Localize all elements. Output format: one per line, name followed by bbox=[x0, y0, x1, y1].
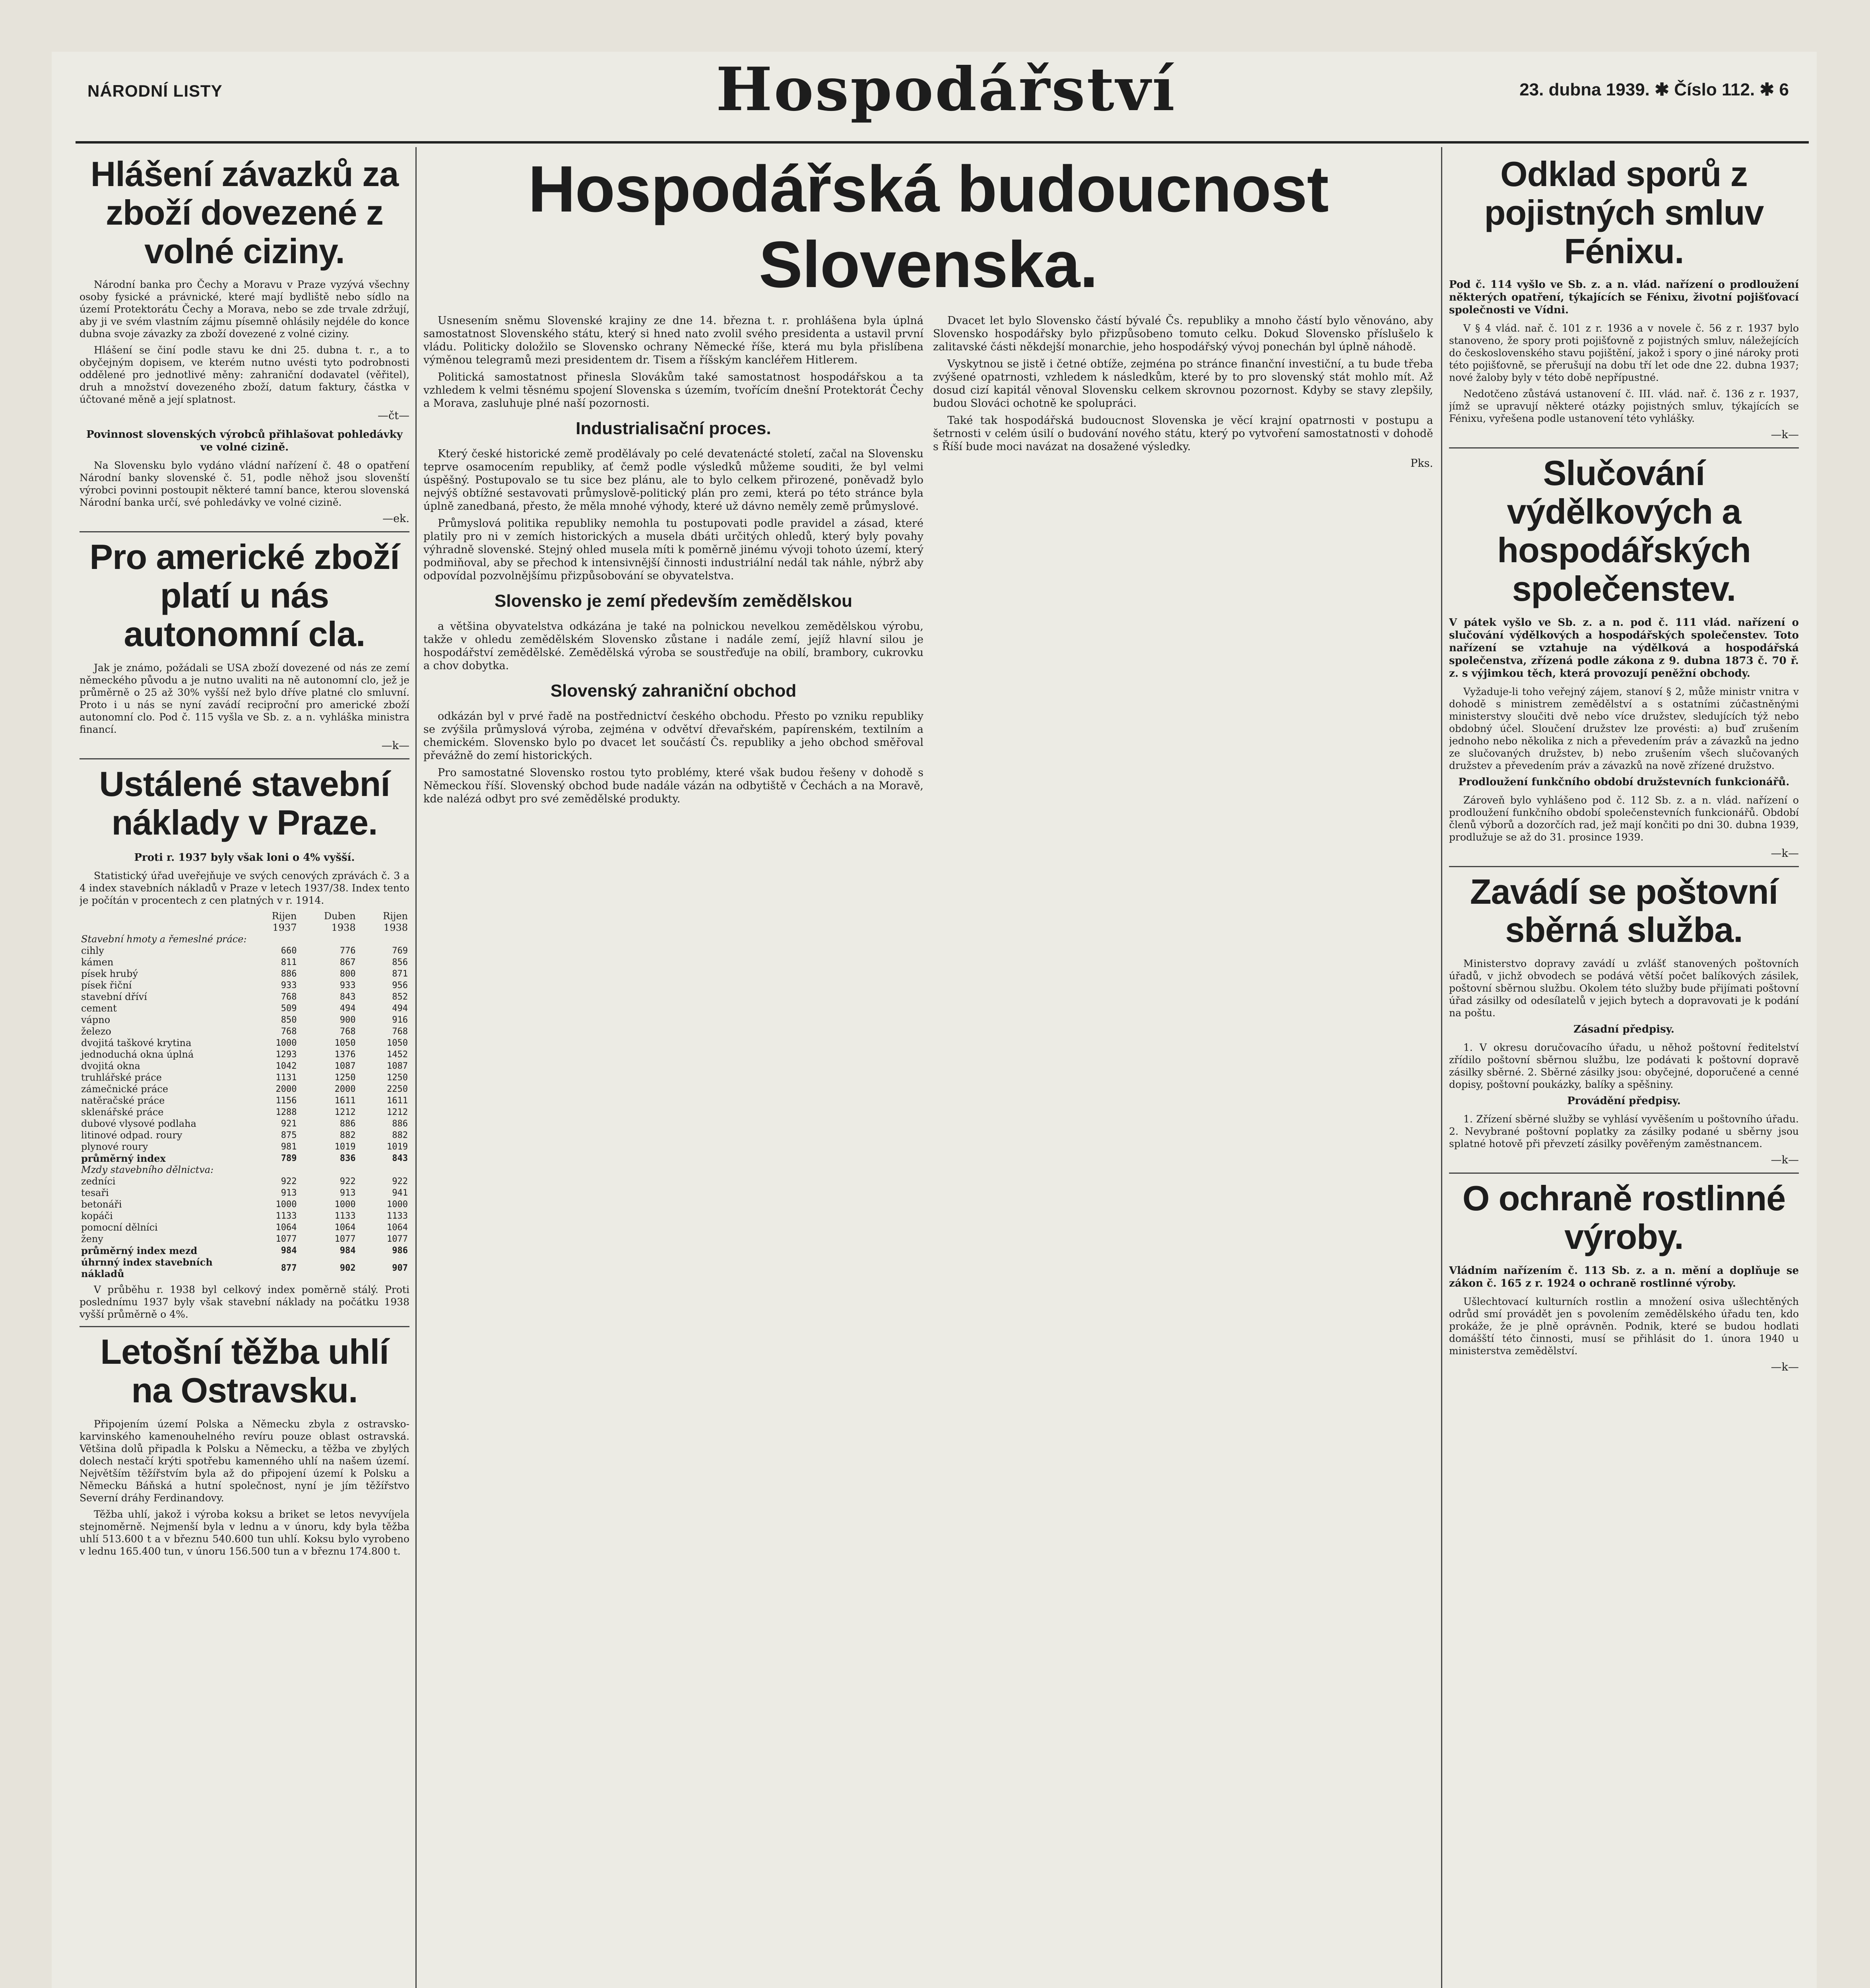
table-cell: betonáři bbox=[81, 1199, 122, 1210]
table-cell: 852 bbox=[392, 992, 408, 1002]
table-cell: vápno bbox=[81, 1014, 111, 1026]
table-cell: 1077 bbox=[334, 1234, 356, 1244]
table-cell: 900 bbox=[339, 1015, 356, 1025]
table-header-cell bbox=[80, 911, 246, 934]
table-cell: 941 bbox=[392, 1188, 408, 1198]
table-row bbox=[80, 1083, 409, 1095]
table-cell: 768 bbox=[281, 1027, 297, 1037]
table-cell: písek hrubý bbox=[81, 968, 138, 980]
paper-name: NÁRODNÍ LISTY bbox=[87, 82, 223, 100]
table-cell: pomocní dělníci bbox=[81, 1222, 158, 1233]
article-paragraph: Zároveň bylo vyhlášeno pod č. 112 Sb. z. a n. vlád. nařízení o prodloužení funkčního období společenstevních funkcionářů. Období členů výborů a dozorčích rad, jež mají končiti po dni 30. dubna 1939, prodlužuje se až do 31. prosince 1939. bbox=[1449, 794, 1799, 843]
article-subheading: Slovenský zahraniční obchod bbox=[550, 681, 797, 701]
table-cell: 921 bbox=[281, 1119, 297, 1129]
table-header-cell: Rijen 1938 bbox=[383, 911, 408, 934]
table-row bbox=[80, 1233, 409, 1245]
main-article-title: Hospodářská budoucnost Slovenska. bbox=[528, 152, 1329, 301]
article-paragraph: Nedotčeno zůstává ustanovení č. III. vlád. nař. č. 136 z r. 1937, jímž se upravují některé otázky pojistných smluv, týkajících se Fénixu, vyřešena podle ustanovení této vyhlášky. bbox=[1449, 388, 1799, 425]
table-cell: 907 bbox=[392, 1263, 408, 1273]
table-cell: dubové vlysové podlaha bbox=[81, 1118, 196, 1130]
article-title-americke-zbozi: Pro americké zboží platí u nás autonomní cla. bbox=[89, 537, 400, 654]
table-cell: 956 bbox=[392, 980, 408, 991]
table-row bbox=[80, 1003, 409, 1014]
table-cell: natěračské práce bbox=[81, 1095, 165, 1107]
article-title-stavebni-naklady: Ustálené stavební náklady v Praze. bbox=[99, 764, 390, 842]
table-cell: 1050 bbox=[387, 1038, 408, 1048]
table-cell: 1212 bbox=[387, 1107, 408, 1118]
table-cell: 882 bbox=[339, 1130, 356, 1141]
article-paragraph: Statistický úřad uveřejňuje ve svých cenových zprávách č. 3 a 4 index stavebních nákladů v Praze v letech 1937/38. Index tento je počítán v procentech z cen platných v r. 1914. bbox=[80, 870, 409, 907]
article-paragraph: Jak je známo, požádali se USA zboží dovezené od nás ze zemí německého původu a je nutno uvaliti na ně autonomní clo, jež je průměrně o 25 až 30% vyšší než bylo dříve platné clo smluvní. Proto i u nás se nyní zavádí reciproční pro americké zboží autonomní clo. Pod č. 115 vyšla ve Sb. z. a n. vyhláška ministra financí. bbox=[80, 662, 409, 735]
article-paragraph: Pro samostatné Slovensko rostou tyto problémy, které však budou řešeny v dohodě s Německou říší. Slovenský obchod bude nadále vázán na odbytiště v Čechách a na Moravě, kde nalézá odbyt pro své zemědělské produkty. bbox=[423, 767, 923, 805]
table-cell: zedníci bbox=[81, 1176, 116, 1187]
table-cell: cement bbox=[81, 1003, 117, 1014]
table-row bbox=[80, 1210, 409, 1222]
table-cell: 933 bbox=[281, 980, 297, 991]
table-cell: 1133 bbox=[334, 1211, 356, 1221]
table-row bbox=[80, 1049, 409, 1060]
article-paragraph: Na Slovensku bylo vydáno vládní nařízení č. 48 o opatření Národní banky slovenské č. 51, podle něhož jsou slovenští výrobci povinni postoupit některé tamní bance, kterou slovenská Národní banka určí, své pohledávky ve volné cizině. bbox=[80, 460, 409, 509]
table-cell: 494 bbox=[392, 1004, 408, 1014]
table-cell: 1064 bbox=[334, 1223, 356, 1233]
table-row bbox=[80, 980, 409, 991]
table-cell: 1611 bbox=[334, 1096, 356, 1106]
cost-index-table bbox=[80, 911, 409, 1279]
table-cell: 768 bbox=[392, 1027, 408, 1037]
table-cell: 1019 bbox=[334, 1142, 356, 1152]
table-cell: kámen bbox=[81, 957, 114, 968]
table-cell: 1064 bbox=[387, 1223, 408, 1233]
table-cell: 850 bbox=[281, 1015, 297, 1025]
table-cell: sklenářské práce bbox=[81, 1107, 164, 1118]
article-signature: —k— bbox=[381, 739, 409, 752]
article-paragraph: Který české historické země prodělávaly po celé devatenácté století, začal na Slovensku teprve osamocením republiky, ať čemž podle výsledků můžeme souditi, že byl velmi úspěšný. Postupovalo se tu sice bez plánu, ale to bylo celkem přirozené, poněvadž bylo nejvýš obtížné sestavovati průmyslově-politický plán pro zemi, která po této stránce byla úplně zanedbaná, přesto, že měla mnohé výhody, které už dávno neměly země průmyslové. bbox=[423, 448, 923, 513]
table-cell: 1019 bbox=[387, 1142, 408, 1152]
table-cell: 1050 bbox=[334, 1038, 356, 1048]
table-cell: 886 bbox=[281, 969, 297, 979]
article-paragraph: Průmyslová politika republiky nemohla tu postupovati podle pravidel a zásad, které platily pro ni v zemích historických a musela dbáti určitých ohledů, který byly povahy výhradně slovenské. Stejný ohled musela míti k poměrně jinému vývoji tohoto území, který podmiňoval, aby se přechod k intensivnější činnosti industriální nedál tak náhle, nýbrž aby odpovídal pozvolnějšímu přizpůsobování se obyvatelstva. bbox=[423, 517, 923, 582]
article-paragraph: V § 4 vlád. nař. č. 101 z r. 1936 a v novele č. 56 z r. 1937 bylo stanoveno, že spory proti pojišťovně z pojistných smluv, náležejících do československého stavu pojištění, jakož i spory o jiné nároky proti této pojišťovně, se přerušují na dobu tří let ode dne 22. dubna 1937; nové žaloby byly v této době nepřípustné. bbox=[1449, 322, 1799, 384]
table-cell: 1000 bbox=[275, 1200, 297, 1210]
table-cell: 836 bbox=[339, 1153, 356, 1164]
table-cell: 1077 bbox=[387, 1234, 408, 1244]
article-title-zavazky: Hlášení závazků za zboží dovezené z volné ciziny. bbox=[90, 155, 399, 271]
section-rule bbox=[1449, 1173, 1799, 1174]
table-cell: 913 bbox=[281, 1188, 297, 1198]
article-lead: Pod č. 114 vyšlo ve Sb. z. a n. vlád. nařízení o prodloužení některých opatření, týkajících se Fénixu, životní pojišťovací společnosti ve Vídni. bbox=[1449, 279, 1799, 316]
article-paragraph: Dvacet let bylo Slovensko částí bývalé Čs. republiky a mnoho částí bylo věnováno, aby Slovensko hospodářsky bylo přizpůsobeno tomuto celku. Dokud Slovensko příslušelo k zalitavské části někdejší monarchie, jeho hospodářský vývoj ponechán byl úplně náhodě. bbox=[933, 315, 1433, 353]
table-cell: 789 bbox=[281, 1153, 297, 1164]
table-cell: 1452 bbox=[387, 1050, 408, 1060]
left-column bbox=[80, 155, 409, 1988]
article-title-spolecenstva: Slučování výdělkových a hospodářských společenstev. bbox=[1497, 453, 1751, 608]
table-header-cell: Rijen 1937 bbox=[272, 911, 297, 934]
table-row bbox=[80, 945, 409, 957]
article-subheading: Provádění předpisy. bbox=[1567, 1095, 1681, 1107]
column-divider bbox=[1441, 147, 1442, 1988]
table-cell: 811 bbox=[281, 957, 297, 968]
article-paragraph: Usnesením sněmu Slovenské krajiny ze dne 14. března t. r. prohlášena byla úplná samostatnost Slovenského státu, který si hned nato zvolil svého presidenta a ustavil první vládu. Politicky doložilo se Slovensko ochrany Německé říše, která mu byla přislíbena výměnou telegramů mezi presidentem dr. Tisem a říšským kancléřem Hitlerem. bbox=[423, 315, 923, 366]
top-rule bbox=[76, 141, 1809, 144]
article-paragraph: Připojením území Polska a Německu zbyla z ostravsko-karvinského kamenouhelného revíru pouze oblast ostravská. Většina dolů připadla k Polsku a Německu, a těžba ve zbylých dolech nestačí krýti spotřebu kamenného uhlí na našem území. Největším těžířstvím byla až do připojení území k Polsku a Německu Báňská a hutní společnost, nyní je jím těžířstvo Severní dráhy Ferdinandovy. bbox=[80, 1418, 409, 1504]
article-subheading: Prodloužení funkčního období družstevních funkcionářů. bbox=[1458, 776, 1790, 788]
article-title-fenix: Odklad sporů z pojistných smluv Fénixu. bbox=[1484, 155, 1764, 271]
table-cell: 1000 bbox=[334, 1200, 356, 1210]
table-cell: 1087 bbox=[387, 1061, 408, 1072]
table-cell: 768 bbox=[339, 1027, 356, 1037]
article-paragraph: V průběhu r. 1938 byl celkový index poměrně stálý. Proti poslednímu 1937 byly však stavební náklady na počátku 1938 vyšší průměrně o 4%. bbox=[80, 1284, 409, 1320]
table-row bbox=[80, 968, 409, 980]
table-cell: 922 bbox=[392, 1176, 408, 1187]
table-cell: průměrný index bbox=[81, 1153, 166, 1165]
article-paragraph: Ministerstvo dopravy zavádí u zvlášť stanovených poštovních úřadů, v jichž obvodech se podává větší počet balíkových zásilek, poštovní sběrnou službu. Okolem této služby bude přijímati poštovní úřad zásilky od odesílatelů v jejich bytech a dopravovati je k podání na poštu. bbox=[1449, 958, 1799, 1019]
table-cell: 984 bbox=[281, 1246, 297, 1256]
table-row bbox=[80, 1118, 409, 1130]
table-cell: 843 bbox=[392, 1153, 408, 1164]
table-cell: dvojitá taškové krytina bbox=[81, 1037, 192, 1049]
table-cell: 776 bbox=[339, 946, 356, 956]
section-rule bbox=[80, 531, 409, 532]
table-cell: 2000 bbox=[275, 1084, 297, 1095]
article-paragraph: 1. Zřízení sběrné služby se vyhlásí vyvěšením u poštovního úřadu. 2. Nevybrané poštovní poplatky za zásilky podané u sběrny jsou splatné hotově při převzetí zásilky pověřeným zaměstnancem. bbox=[1449, 1113, 1799, 1150]
table-cell: 1131 bbox=[275, 1073, 297, 1083]
table-cell: 1133 bbox=[387, 1211, 408, 1221]
table-cell: plynové roury bbox=[81, 1141, 148, 1153]
article-title-tezba-uhli: Letošní těžba uhlí na Ostravsku. bbox=[100, 1332, 389, 1410]
table-cell: 1293 bbox=[275, 1050, 297, 1060]
table-cell: kopáči bbox=[81, 1210, 113, 1222]
main-article bbox=[423, 151, 1433, 1988]
table-cell: průměrný index mezd bbox=[81, 1245, 198, 1257]
table-cell: 856 bbox=[392, 957, 408, 968]
article-paragraph: Vyžaduje-li toho veřejný zájem, stanoví § 2, může ministr vnitra v dohodě s ministrem zemědělství a s ostatními zúčastněnými ministerstvy sloučiti dvě nebo více družstev, sledujících týž nebo obdobný účel. Sloučení družstev lze provésti: a) buď zrušením jednoho nebo několika z nich a převedením práv a závazků na jedno ze slučovaných družstev, b) nebo zrušením všech slučovaných družstev a převedením práv a závazků na nově zřízené družstvo. bbox=[1449, 685, 1799, 771]
table-cell: ženy bbox=[81, 1233, 103, 1245]
table-cell: písek řiční bbox=[81, 980, 132, 991]
table-cell: železo bbox=[81, 1026, 111, 1037]
section-rule bbox=[80, 758, 409, 759]
article-title-postovni-sluzba: Zavádí se poštovní sběrná služba. bbox=[1470, 872, 1778, 950]
article-signature: —k— bbox=[1771, 847, 1799, 860]
table-cell: 902 bbox=[339, 1263, 356, 1273]
article-signature: —čt— bbox=[378, 410, 409, 422]
article-paragraph: odkázán byl v prvé řadě na postřednictví českého obchodu. Přesto po vzniku republiky se zvýšila průmyslová výroba, zejména v odvětví dřevařském, papírenském, textilním a chemickém. Slovensko bylo po dvacet let součástí Čs. republiky a jeho obchod směřoval převážně do zemí historických. bbox=[423, 710, 923, 762]
table-cell: stavební dříví bbox=[81, 991, 147, 1003]
table-cell: 1042 bbox=[275, 1061, 297, 1072]
column-divider bbox=[415, 147, 417, 1988]
table-cell: 871 bbox=[392, 969, 408, 979]
table-cell: truhlářské práce bbox=[81, 1072, 162, 1083]
table-row bbox=[80, 1060, 409, 1072]
table-group-heading: Mzdy stavebního dělnictva: bbox=[81, 1164, 214, 1176]
table-cell: 922 bbox=[339, 1176, 356, 1187]
article-signature: —k— bbox=[1771, 429, 1799, 441]
article-subheading: Industrialisační proces. bbox=[576, 419, 771, 438]
table-cell: 1212 bbox=[334, 1107, 356, 1118]
article-subheading: Zásadní předpisy. bbox=[1573, 1023, 1674, 1036]
table-cell: 984 bbox=[339, 1246, 356, 1256]
table-cell: 1000 bbox=[275, 1038, 297, 1048]
table-row bbox=[80, 1072, 409, 1083]
table-header-cell: Duben 1938 bbox=[324, 911, 356, 934]
article-paragraph: Hlášení se činí podle stavu ke dni 25. dubna t. r., a to obyčejným dopisem, ve kterém nutno uvésti tyto podrobnosti oddělené pro jednotlivé měny: zahraniční dodavatel (věřitel), druh a množství dovezeného zboží, datum faktury, částka v účtované měně a její splatnost. bbox=[80, 344, 409, 406]
table-cell: 768 bbox=[281, 992, 297, 1002]
article-signature: —k— bbox=[1771, 1361, 1799, 1373]
table-cell: 877 bbox=[281, 1263, 297, 1273]
table-cell: 916 bbox=[392, 1015, 408, 1025]
article-lead: Proti r. 1937 byly však loni o 4% vyšší. bbox=[134, 852, 355, 864]
table-cell: 1611 bbox=[387, 1096, 408, 1106]
article-paragraph: Národní banka pro Čechy a Moravu v Praze vyzývá všechny osoby fysické a právnické, které mají bydliště nebo sídlo na území Protektorátu Čechy a Morava, nebo se zde trvale zdržují, aby ji ve svém vlastním zájmu písemně ohlásily nejdéle do konce dubna svoje závazky za zboží dovezené z volné ciziny. bbox=[80, 279, 409, 340]
article-title-ochrana-vyroby: O ochraně rostlinné výroby. bbox=[1462, 1178, 1786, 1256]
table-cell: 1000 bbox=[387, 1200, 408, 1210]
table-cell: 1156 bbox=[275, 1096, 297, 1106]
table-cell: 1064 bbox=[275, 1223, 297, 1233]
article-signature: Pks. bbox=[1410, 457, 1433, 470]
article-paragraph: Také tak hospodářská budoucnost Slovenska je věcí krajní opatrnosti v postupu a šetrnosti v celém úsilí o budování nového státu, který po vytvoření samostatnosti v dohodě s Říší bude moci navázat na dosažené výsledky. bbox=[933, 414, 1433, 453]
table-row bbox=[80, 1199, 409, 1210]
table-row bbox=[80, 991, 409, 1003]
table-cell: 1250 bbox=[334, 1073, 356, 1083]
table-cell: 1133 bbox=[275, 1211, 297, 1221]
table-cell: 2250 bbox=[387, 1084, 408, 1095]
newspaper-page bbox=[52, 52, 1817, 1988]
table-cell: 886 bbox=[392, 1119, 408, 1129]
article-lead: Vládním nařízením č. 113 Sb. z. a n. mění a doplňuje se zákon č. 165 z r. 1924 o ochraně rostlinné výroby. bbox=[1449, 1264, 1799, 1289]
table-cell: zámečnické práce bbox=[81, 1083, 169, 1095]
table-row bbox=[80, 1037, 409, 1049]
table-cell: 867 bbox=[339, 957, 356, 968]
article-paragraph: 1. V okresu doručovacího úřadu, u něhož poštovní ředitelství zřídilo poštovní sběrnou službu, lze podávati k poštovní dopravě zásilky sběrné. 2. Sběrné zásilky jsou: obyčejné, doporučené a cenné dopisy, poštovní poukázky, balíky a spěšniny. bbox=[1449, 1042, 1799, 1091]
table-cell: 882 bbox=[392, 1130, 408, 1141]
table-cell: 660 bbox=[281, 946, 297, 956]
table-row bbox=[80, 1187, 409, 1199]
table-row bbox=[80, 1026, 409, 1037]
table-cell: tesaři bbox=[81, 1187, 109, 1199]
section-rule bbox=[80, 1326, 409, 1327]
table-cell: 509 bbox=[281, 1004, 297, 1014]
table-cell: 922 bbox=[281, 1176, 297, 1187]
table-row bbox=[80, 1141, 409, 1153]
article-paragraph: Těžba uhlí, jakož i výroba koksu a briket se letos nevyvíjela stejnoměrně. Nejmenší byla v lednu a v únoru, kdy byla těžba uhlí 513.600 t a v březnu 540.600 tun uhlí. Koksu bylo vyrobeno v lednu 165.400 tun, v únoru 156.500 tun a v březnu 174.800 t. bbox=[80, 1508, 409, 1557]
table-cell: úhrnný index stavebních nákladů bbox=[81, 1256, 213, 1280]
table-cell: jednoduchá okna úplná bbox=[81, 1049, 194, 1060]
article-paragraph: Ušlechtovací kulturních rostlin a množení osiva ušlechtěných odrůd smí provádět jen s povolením zemědělského úřadu ten, kdo prokáže, že je plně oprávněn. Podnik, které se budou hodlati domášští této činnosti, musí se přihlásit do 1. února 1940 u ministerstva zemědělství. bbox=[1449, 1295, 1799, 1357]
table-row bbox=[80, 1095, 409, 1107]
article-paragraph: Politická samostatnost přinesla Slovákům také samostatnost hospodářskou a ta vzhledem k velmi těsnému spojení Slovenska s územím, tvořícím dnešní Protektorát Čechy a Morava, zasluhuje plné naší pozornosti. bbox=[423, 371, 923, 410]
section-rule bbox=[1449, 447, 1799, 448]
table-cell: cihly bbox=[81, 945, 104, 957]
table-cell: 1077 bbox=[275, 1234, 297, 1244]
table-cell: 913 bbox=[339, 1188, 356, 1198]
table-row bbox=[80, 1222, 409, 1233]
table-cell: 986 bbox=[392, 1246, 408, 1256]
table-group-heading: Stavební hmoty a řemeslné práce: bbox=[81, 934, 247, 945]
section-title: Hospodářství bbox=[716, 54, 1177, 124]
article-subheading: Povinnost slovenských výrobců přihlašovat pohledávky ve volné cizině. bbox=[86, 429, 403, 454]
table-cell: 1288 bbox=[275, 1107, 297, 1118]
table-cell: 933 bbox=[339, 980, 356, 991]
date-issue: 23. dubna 1939. ✱ Číslo 112. ✱ 6 bbox=[1519, 80, 1789, 99]
table-cell: 800 bbox=[339, 969, 356, 979]
table-cell: 1087 bbox=[334, 1061, 356, 1072]
article-subheading: Slovensko je zemí především zemědělskou bbox=[495, 591, 852, 611]
table-cell: 1376 bbox=[334, 1050, 356, 1060]
table-cell: dvojitá okna bbox=[81, 1060, 140, 1072]
table-row bbox=[80, 1130, 409, 1141]
section-rule bbox=[1449, 866, 1799, 867]
table-cell: 494 bbox=[339, 1004, 356, 1014]
table-cell: 2000 bbox=[334, 1084, 356, 1095]
table-cell: 843 bbox=[339, 992, 356, 1002]
table-cell: 769 bbox=[392, 946, 408, 956]
table-cell: 981 bbox=[281, 1142, 297, 1152]
article-lead: V pátek vyšlo ve Sb. z. a n. pod č. 111 vlád. nařízení o slučování výdělkových a hospodářských společenstev. Toto nařízení se vztahuje na výdělková a hospodářská společenstva, zřízená podle zákona z 9. dubna 1873 č. 70 ř. z. s výjimkou těch, která provozují peněžní obchody. bbox=[1449, 616, 1799, 679]
right-column bbox=[1449, 155, 1799, 1988]
article-paragraph: Vyskytnou se jistě i četné obtíže, zejména po stránce finanční investiční, a tu bude třeba zvýšené opatrnosti, vzhledem k následkům, které by to pro slovenský stát mohlo mít. Až dosud cizí kapitál věnoval Slovensku celkem skrovnou pozornost. Kdyby se stavy zlepšily, budou Slováci ochotně ke spolupráci. bbox=[933, 358, 1433, 410]
article-signature: —k— bbox=[1771, 1154, 1799, 1167]
table-row bbox=[80, 1176, 409, 1187]
article-signature: —ek. bbox=[382, 513, 409, 525]
table-row bbox=[80, 957, 409, 968]
table-cell: 1250 bbox=[387, 1073, 408, 1083]
table-cell: litinové odpad. roury bbox=[81, 1130, 182, 1141]
table-row bbox=[80, 1107, 409, 1118]
table-row bbox=[80, 1014, 409, 1026]
table-cell: 875 bbox=[281, 1130, 297, 1141]
table-cell: 886 bbox=[339, 1119, 356, 1129]
article-paragraph: a většina obyvatelstva odkázána je také na polnickou nevelkou zemědělskou výrobu, takže v ohledu zemědělském Slovensko zůstane i nadále zemí, jejíž hlavní silou je hospodářství zemědělské. Zemědělská výroba se soustřeďuje na obilí, brambory, cukrovku a chov dobytka. bbox=[423, 620, 923, 672]
